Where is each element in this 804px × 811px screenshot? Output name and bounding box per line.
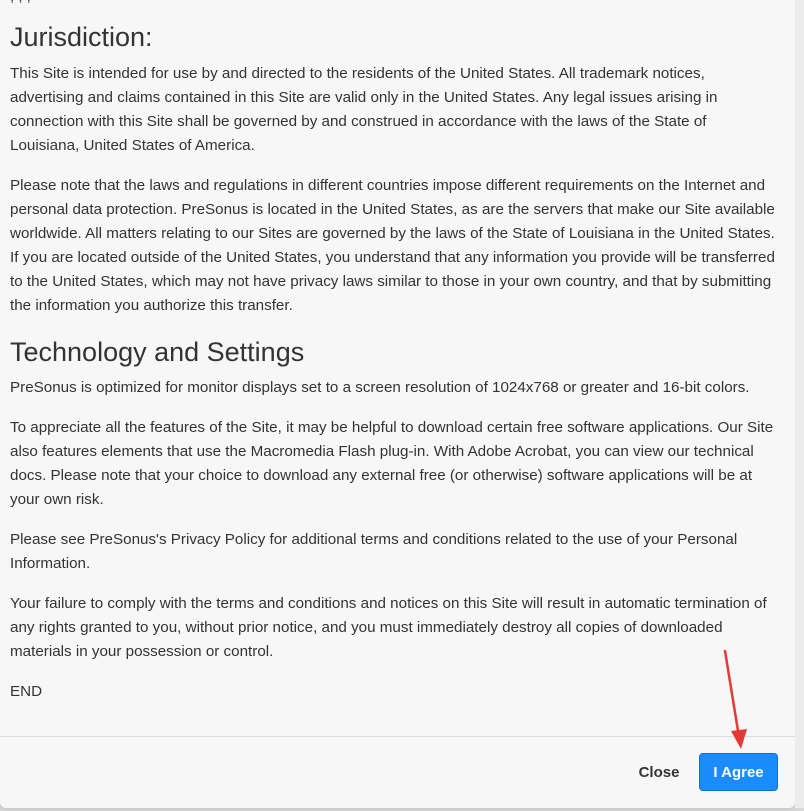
footer-divider — [0, 736, 795, 737]
heading-jurisdiction: Jurisdiction: — [10, 22, 153, 52]
paragraph: This Site is intended for use by and directed to the residents of the United States. All trademark notices, advertising and claims contained in this Site are valid only in the United States. Any legal issues arising in connection with this Site shall be governed by and construed in accordance with the laws of the State of Louisiana, United States of America. — [10, 65, 718, 154]
terms-content[interactable] — [10, 0, 778, 735]
paragraph: Please see PreSonus's Privacy Policy for additional terms and conditions related to the use of your Personal Information. — [10, 531, 738, 572]
close-button[interactable]: Close — [628, 753, 690, 791]
heading-technology-settings: Technology and Settings — [10, 337, 305, 367]
i-agree-button[interactable]: I Agree — [699, 753, 778, 791]
page-scrollbar[interactable] — [795, 0, 804, 808]
end-marker: END — [10, 683, 43, 700]
cut-off-text — [10, 0, 31, 5]
paragraph: PreSonus is optimized for monitor displays set to a screen resolution of 1024x768 or greater and 16-bit colors. — [10, 379, 750, 396]
paragraph: Please note that the laws and regulations in different countries impose different requirements on the Internet and personal data protection. PreSonus is located in the United States, as are the servers that make our Site available worldwide. All matters relating to our Sites are governed by the laws of the State of Louisiana in the United States. If you are located outside of the United States, you understand that any information you provide will be transferred to the United States, which may not have privacy laws similar to those in your own country, and that by submitting the information you authorize this transfer. — [10, 177, 775, 314]
paragraph: To appreciate all the features of the Site, it may be helpful to download certain free software applications. Our Site also features elements that use the Macromedia Flash plug-in. With Adobe Acrobat, you can view our technical docs. Please note that your choice to download any external free (or otherwise) software applications will be at your own risk. — [10, 419, 774, 508]
paragraph: Your failure to comply with the terms and conditions and notices on this Site will result in automatic termination of any rights granted to you, without prior notice, and you must immediately destroy all copies of downloaded materials in your possession or control. — [10, 595, 767, 660]
